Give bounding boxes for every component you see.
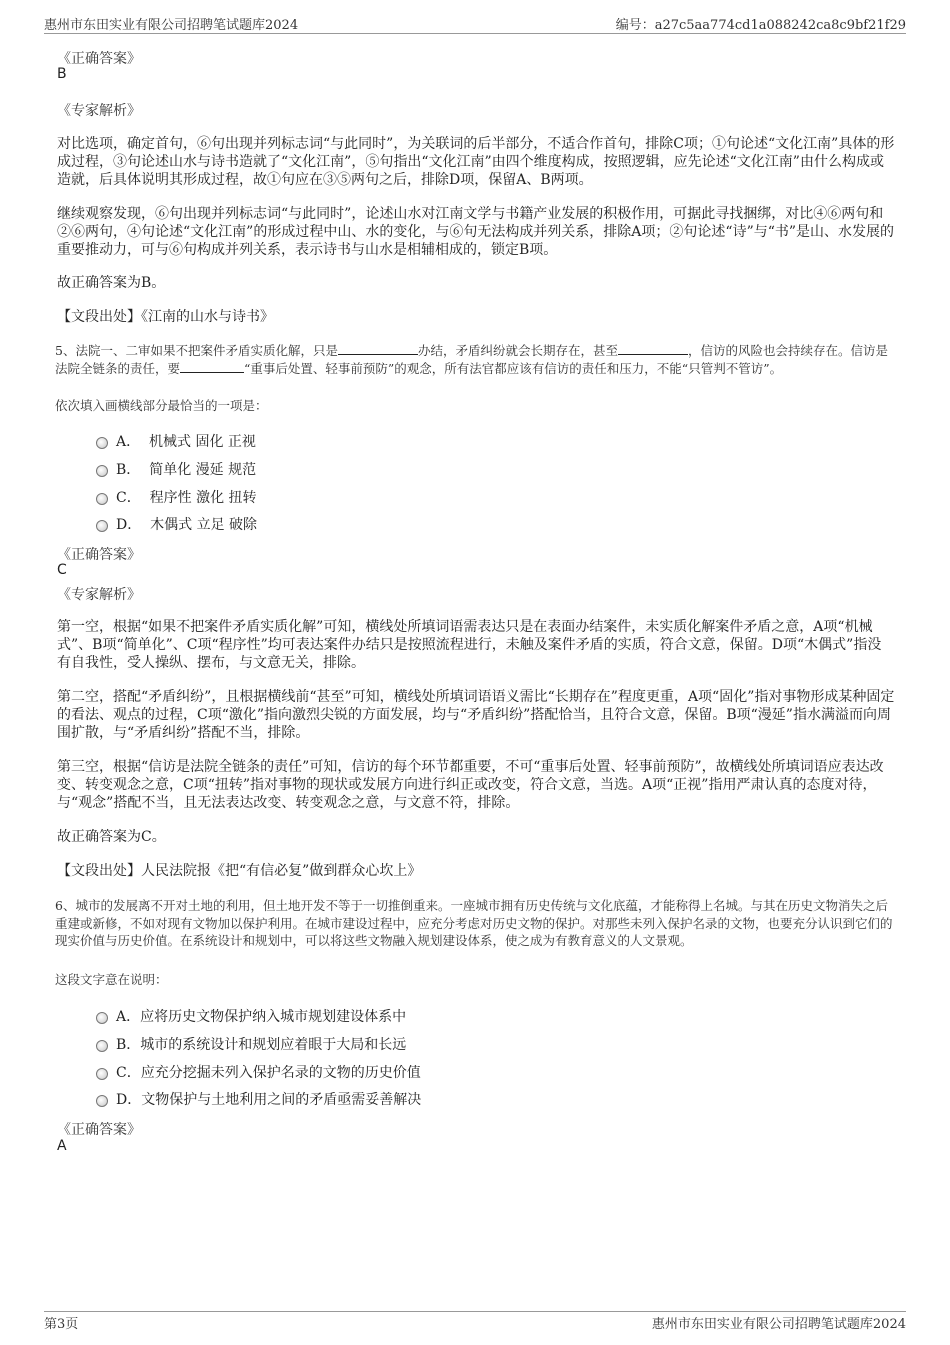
answer-label: 《正确答案》	[57, 51, 141, 67]
header-title: 惠州市东田实业有限公司招聘笔试题库2024	[44, 18, 299, 33]
answer-label: 《正确答案》	[57, 547, 141, 563]
analysis-paragraph: 第二空，搭配“矛盾纠纷”，且根据横线前“甚至”可知，横线处所填词语语义需比“长期存在”程度更重，A项“固化”指对事物形成某种固定的看法、观点的过程，C项“激化”指向激烈尖锐的方面发展，均与“矛盾纠纷”搭配恰当，且符合文意，保留。B项“漫延”指水满溢而向周围扩散，与“矛盾纠纷”搭配不当，排除。	[57, 689, 895, 741]
analysis-paragraph: 继续观察发现，⑥句出现并列标志词“与此同时”，论述山水对江南文学与书籍产业发展的积极作用，可据此寻找捆绑，对比④⑥两句和②⑥两句，④句论述“文化江南”的形成过程中山、水的变化，与⑥句无法构成并列关系，排除A项；②句论述“诗”与“书”是山、水发展的重要推动力，可与⑥句构成并列关系，表示诗书与山水是相辅相成的，锁定B项。	[57, 206, 895, 258]
analysis-label: 《专家解析》	[57, 587, 141, 603]
option-a[interactable]: A． 应将历史文物保护纳入城市规划建设体系中	[96, 1006, 406, 1026]
answer-value: C	[57, 562, 67, 578]
radio-icon[interactable]	[96, 493, 108, 505]
footer-divider	[44, 1311, 906, 1312]
analysis-label: 《专家解析》	[57, 103, 141, 119]
analysis-paragraph: 第一空，根据“如果不把案件矛盾实质化解”可知，横线处所填词语需表达只是在表面办结案件，未实质化解案件矛盾之意，A项“机械式”、B项“简单化”、C项“程序性”均可表达案件办结只是按照流程进行，未触及案件矛盾的实质，符合文意，保留。D项“木偶式”指没有自我性，受人操纵、摆布，与文意无关，排除。	[57, 619, 882, 671]
option-b[interactable]: B． 简单化 漫延 规范	[96, 459, 256, 479]
footer-title: 惠州市东田实业有限公司招聘笔试题库2024	[651, 1317, 906, 1332]
source: 【文段出处】《江南的山水与诗书》	[57, 309, 274, 325]
radio-icon[interactable]	[96, 1012, 108, 1024]
conclusion: 故正确答案为B。	[57, 275, 166, 291]
fill-blank	[180, 360, 244, 373]
analysis-paragraph: 对比选项，确定首句，⑥句出现并列标志词“与此同时”，为关联词的后半部分，不适合作首句，排除C项；①句论述“文化江南”具体的形成过程，③句论述山水与诗书造就了“文化江南”，⑤句指出“文化江南”由四个维度构成，按照逻辑，应先论述“文化江南”由什么构成或造就，后具体说明其形成过程，故①句应在③⑤两句之后，排除D项，保留A、B两项。	[57, 136, 895, 188]
radio-icon[interactable]	[96, 520, 108, 532]
option-c[interactable]: C． 应充分挖掘未列入保护名录的文物的历史价值	[96, 1062, 421, 1082]
answer-value: A	[57, 1138, 67, 1154]
radio-icon[interactable]	[96, 437, 108, 449]
page-number: 第3页	[44, 1317, 79, 1332]
radio-icon[interactable]	[96, 1095, 108, 1107]
question-prompt: 依次填入画横线部分最恰当的一项是：	[55, 398, 268, 413]
analysis-paragraph: 第三空，根据“信访是法院全链条的责任”可知，信访的每个环节都重要，不可“重事后处置、轻事前预防”，故横线处所填词语应表达改变、转变观念之意，C项“扭转”指对事物的现状或发展方向进行纠正或改变，符合文意，当选。A项“正视”指用严肃认真的态度对待，与“观念”搭配不当，且无法表达改变、转变观念之意，与文意不符，排除。	[57, 759, 884, 811]
question-stem: 5、法院一、二审如果不把案件矛盾实质化解，只是 办结，矛盾纠纷就会长期存在，甚至 ，信访的风险也会持续存在。信访是法院全链条的责任，要 “重事后处置、轻事前预防”的观念，所有法官都应该有信访的责任和压力，不能“只管判不管访”。	[55, 343, 889, 376]
option-b[interactable]: B． 城市的系统设计和规划应着眼于大局和长远	[96, 1034, 406, 1054]
option-c[interactable]: C． 程序性 激化 扭转	[96, 487, 257, 507]
radio-icon[interactable]	[96, 465, 108, 477]
fill-blank	[338, 342, 418, 355]
option-d[interactable]: D． 文物保护与土地利用之间的矛盾亟需妥善解决	[96, 1089, 421, 1109]
fill-blank	[618, 342, 688, 355]
option-a[interactable]: A． 机械式 固化 正视	[96, 431, 256, 451]
radio-icon[interactable]	[96, 1068, 108, 1080]
radio-icon[interactable]	[96, 1040, 108, 1052]
header-code: 编号：a27c5aa774cd1a088242ca8c9bf21f29	[615, 18, 906, 33]
answer-value: B	[57, 66, 67, 82]
answer-label: 《正确答案》	[57, 1122, 141, 1138]
conclusion: 故正确答案为C。	[57, 829, 166, 845]
source: 【文段出处】人民法院报《把“有信必复”做到群众心坎上》	[57, 863, 422, 879]
question-prompt: 这段文字意在说明：	[55, 972, 168, 987]
question-stem: 6、城市的发展离不开对土地的利用，但土地开发不等于一切推倒重来。一座城市拥有历史传统与文化底蕴，才能称得上名城。与其在历史文物消失之后重建或新修，不如对现有文物加以保护利用。在城市建设过程中，应充分考虑对历史文物的保护。对那些未列入保护名录的文物，也要充分认识到它们的现实价值与历史价值。在系统设计和规划中，可以将这些文物融入规划建设体系，使之成为有教育意义的人文景观。	[55, 898, 893, 948]
option-d[interactable]: D． 木偶式 立足 破除	[96, 514, 257, 534]
header-divider	[44, 33, 906, 34]
